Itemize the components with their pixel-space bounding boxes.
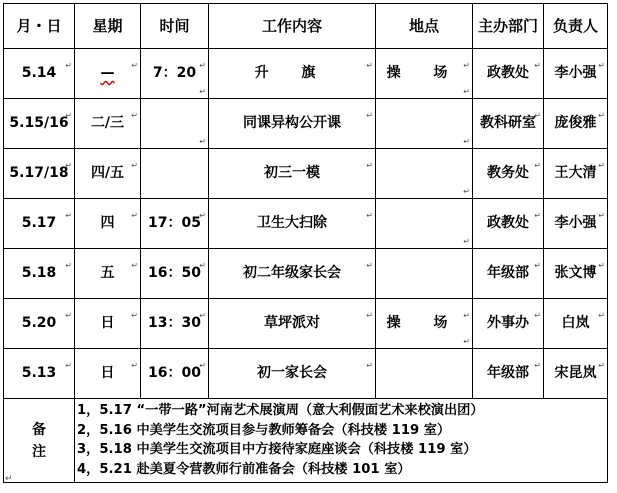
paragraph-mark: ↵ [199,61,206,70]
header-time: 时间 [141,4,209,49]
table-row [4,349,608,399]
cell-time [141,86,209,149]
cell-weekday: 日 ↵ [75,349,141,399]
paragraph-mark: ↵ [598,261,605,270]
paragraph-mark: ↵ [199,86,206,96]
cell-department: 教务处 ↵ [473,149,544,199]
paragraph-mark: ↵ [366,161,373,170]
cell-time: 7：20 ↵ [141,49,209,99]
cell-department: 年级部 ↵ [473,349,544,399]
paragraph-mark: ↵ [598,311,605,320]
cell-weekday: 日 ↵ [75,299,141,349]
cell-weekday: — ↵ [75,49,141,99]
cell-department: 政教处 ↵ [473,199,544,249]
cell-department: 年级部 ↵ [473,249,544,299]
schedule-table [3,3,608,483]
cell-place [376,336,473,399]
paragraph-mark: ↵ [65,361,72,370]
cell-content: 卫生大扫除 ↵ [209,199,376,249]
cell-place [376,186,473,249]
paragraph-mark: ↵ [463,311,470,320]
cell-date: 5.20 ↵ [4,299,75,349]
cell-time [141,136,209,199]
notes-list [75,399,608,483]
cell-place [376,236,473,299]
cell-person: 李小强 ↵ [544,199,608,249]
note-item: 3，5.18 中美学生交流项目中方接待家庭座谈会（科技楼 119 室） [77,442,477,457]
paragraph-mark: ↵ [534,311,541,320]
cell-content: 同课异构公开课 ↵ [209,99,376,149]
paragraph-mark: ↵ [534,361,541,370]
cell-weekday: 二/三 ↵ [75,99,141,149]
header-content: 工作内容 [209,4,376,49]
header-person: 负责人 [544,4,608,49]
paragraph-mark: ↵ [131,61,138,70]
paragraph-mark: ↵ [366,61,373,70]
paragraph-mark: ↵ [5,474,13,484]
paragraph-mark: ↵ [199,311,206,320]
paragraph-mark: ↵ [131,161,138,170]
paragraph-mark: ↵ [199,211,206,220]
cell-person: 庞俊雅 ↵ [544,99,608,149]
header-date: 月・日 [4,4,75,49]
cell-person: 宋昆岚 ↵ [544,349,608,399]
paragraph-mark: ↵ [598,361,605,370]
paragraph-mark: ↵ [463,136,470,146]
header-department: 主办部门 [473,4,544,49]
table-row [4,299,608,349]
cell-person: 李小强 ↵ [544,49,608,99]
cell-time: 16：00 ↵ [141,349,209,399]
note-item: 1，5.17 “一带一路”河南艺术展演周（意大利假面艺术来校演出团） [77,403,484,418]
paragraph-mark: ↵ [65,111,72,120]
cell-content: 草坪派对 ↵ [209,299,376,349]
paragraph-mark: ↵ [463,336,470,346]
paragraph-mark: ↵ [65,261,72,270]
paragraph-mark: ↵ [366,361,373,370]
cell-time: 16：50 ↵ [141,249,209,299]
paragraph-mark: ↵ [131,361,138,370]
cell-place [376,136,473,199]
paragraph-mark: ↵ [534,211,541,220]
cell-content: 初二年级家长会 ↵ [209,249,376,299]
paragraph-mark: ↵ [534,161,541,170]
paragraph-mark: ↵ [598,211,605,220]
header-place: 地点 [376,4,473,49]
paragraph-mark: ↵ [598,161,605,170]
table-row [4,49,608,99]
cell-department: 教科研室 ↵ [473,99,544,149]
cell-date: 5.13 ↵ [4,349,75,399]
paragraph-mark: ↵ [65,61,72,70]
notes-label-line2: 注 [32,443,46,460]
cell-weekday: 四 ↵ [75,199,141,249]
paragraph-mark: ↵ [534,261,541,270]
paragraph-mark: ↵ [131,311,138,320]
header-row [4,4,608,49]
cell-department: 政教处 ↵ [473,49,544,99]
notes-label [4,399,75,483]
cell-weekday: 四/五 ↵ [75,149,141,199]
cell-place: 操 场 ↵ [376,49,473,99]
paragraph-mark: ↵ [131,261,138,270]
cell-place [376,86,473,149]
paragraph-mark: ↵ [199,261,206,270]
cell-date: 5.17/18 ↵ [4,149,75,199]
cell-time: 17：05 ↵ [141,199,209,249]
paragraph-mark: ↵ [199,136,206,146]
cell-date: 5.14 ↵ [4,49,75,99]
paragraph-mark: ↵ [366,211,373,220]
note-item: 4，5.21 赴美夏令营教师行前准备会（科技楼 101 室） [77,461,411,477]
table-row [4,199,608,249]
paragraph-mark: ↵ [131,211,138,220]
paragraph-mark: ↵ [366,311,373,320]
paragraph-mark: ↵ [463,61,470,70]
paragraph-mark: ↵ [65,161,72,170]
paragraph-mark: ↵ [199,361,206,370]
paragraph-mark: ↵ [65,211,72,220]
cell-department: 外事办 ↵ [473,299,544,349]
cell-content: 初一家长会 ↵ [209,349,376,399]
cell-weekday: 五 ↵ [75,249,141,299]
paragraph-mark: ↵ [463,186,470,196]
cell-content: 升 旗 ↵ [209,49,376,99]
notes-row [4,399,608,483]
cell-date: 5.15/16 ↵ [4,99,75,149]
cell-place: 操 场 ↵ [376,299,473,349]
paragraph-mark: ↵ [366,261,373,270]
table-row [4,99,608,149]
paragraph-mark: ↵ [598,61,605,70]
cell-person: 王大清 ↵ [544,149,608,199]
paragraph-mark: ↵ [131,111,138,120]
table-row [4,249,608,299]
paragraph-mark: ↵ [598,111,605,120]
header-weekday: 星期 [75,4,141,49]
note-item: 2，5.16 中美学生交流项目参与教师筹备会（科技楼 119 室） [77,422,451,438]
paragraph-mark: ↵ [463,86,470,96]
cell-person: 张文博 ↵ [544,249,608,299]
cell-person: 白岚 ↵ [544,299,608,349]
paragraph-mark: ↵ [534,111,541,120]
paragraph-mark: ↵ [534,61,541,70]
cell-date: 5.18 ↵ [4,249,75,299]
table-row [4,149,608,199]
cell-content: 初三一模 ↵ [209,149,376,199]
cell-date: 5.17 ↵ [4,199,75,249]
cell-time: 13：30 ↵ [141,299,209,349]
paragraph-mark: ↵ [65,311,72,320]
paragraph-mark: ↵ [366,111,373,120]
notes-label-line1: 备 [32,421,46,438]
paragraph-mark: ↵ [463,236,470,246]
